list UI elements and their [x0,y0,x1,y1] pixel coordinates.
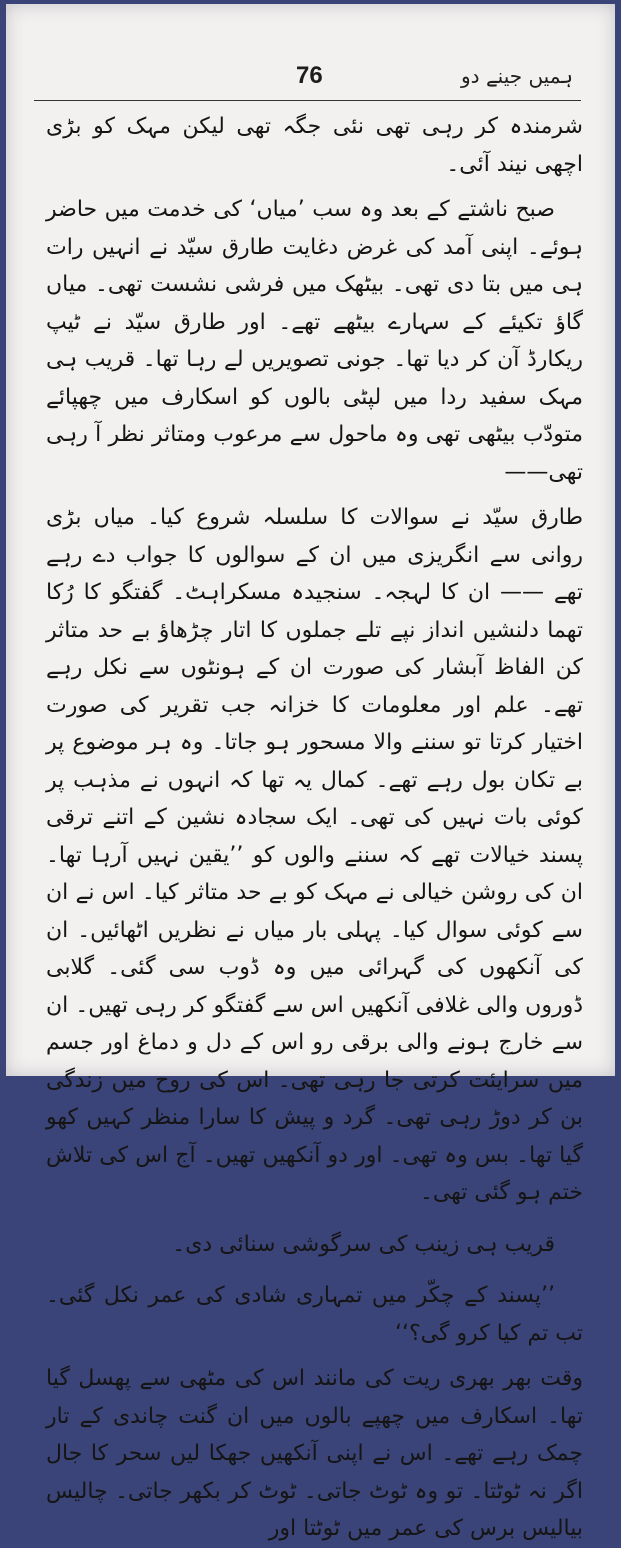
book-page [6,4,615,1541]
page-body [46,108,583,1548]
running-title: ہمیں جینے دو [461,64,573,88]
paragraph: صبح ناشتے کے بعد وہ سب ’میاں‘ کی خدمت میں حاضر ہوئے۔ اپنی آمد کی غرض دغایت طارق سیّد نے انہیں رات ہی میں بتا دی تھی۔ بیٹھک میں فرشی نشست تھی۔ میاں گاؤ تکیئے کے سہارے بیٹھے تھے۔ اور طارق سیّد نے ٹیپ ریکارڈ آن کر دیا تھا۔ جونی تصویریں لے رہا تھا۔ قریب ہی مہک سفید ردا میں لپٹی بالوں کو اسکارف میں چھپائے متودّب بیٹھی تھی وہ ماحول سے مرعوب ومتاثر نظر آ رہی تھی—— [46,197,583,485]
paragraph: شرمندہ کر رہی تھی نئی جگہ تھی لیکن مہک کو بڑی اچھی نیند آئی۔ [46,114,583,177]
paragraph: وقت بھر بھری ریت کی مانند اس کی مٹھی سے پھسل گیا تھا۔ اسکارف میں چھپے بالوں میں ان گنت چاندی کے تار چمک رہے تھے۔ اس نے اپنی آنکھیں جھکا لیں سحر کا جال اگر نہ ٹوٹتا۔ تو وہ ٹوٹ جاتی۔ ٹوٹ کر بکھر جاتی۔ چالیس بیالیس برس کی عمر میں ٹوٹتا اور [46,1366,583,1541]
header-rule [34,100,581,101]
page-header [6,60,615,96]
paragraph: ’’پسند کے چکّر میں تمہاری شادی کی عمر نکل گئی۔ تب تم کیا کرو گی؟‘‘ [46,1283,583,1346]
paragraph: قریب ہی زینب کی سرگوشی سنائی دی۔ [172,1231,555,1257]
page-number: 76 [296,62,323,89]
paragraph: طارق سیّد نے سوالات کا سلسلہ شروع کیا۔ میاں بڑی روانی سے انگریزی میں ان کے سوالوں کا جواب دے رہے تھے —— ان کا لہجہ۔ سنجیدہ مسکراہٹ۔ گفتگو کا رُکا تھما دلنشیں انداز نپے تلے جملوں کا اتار چڑھاؤ بے حد متاثر کن الفاظ آبشار کی صورت ان کے ہونٹوں سے نکل رہے تھے۔ علم اور معلومات کا خزانہ جب تقریر کی صورت اختیار کرتا تو سننے والا مسحور ہو جاتا۔ وہ ہر موضوع پر بے تکان بول رہے تھے۔ کمال یہ تھا کہ انہوں نے مذہب پر کوئی بات نہیں کی تھی۔ ایک سجادہ نشین کے اتنے ترقی پسند خیالات تھے کہ سننے والوں کو ’’یقین نہیں آرہا تھا۔ ان کی روشن خیالی نے مہک کو بے حد متاثر کیا۔ اس نے ان سے کوئی سوال کیا۔ پہلی بار میاں نے نظریں اٹھائیں۔ ان کی آنکھوں کی گہرائی میں وہ ڈوب سی گئی۔ گلابی ڈوروں والی غلافی آنکھیں اس سے گفتگو کر رہی تھیں۔ ان سے خارج ہونے والی برقی رو اس کے دل و دماغ اور جسم میں سرایئت کرتی جا رہی تھی۔ اس کی روح میں زندگی بن کر دوڑ رہی تھی۔ گرد و پیش کا سارا منظر کہیں کھو گیا تھا۔ بس وہ تھی۔ اور دو آنکھیں تھیں۔ آج اس کی تلاش ختم ہو گئی تھی۔ [46,505,583,1205]
